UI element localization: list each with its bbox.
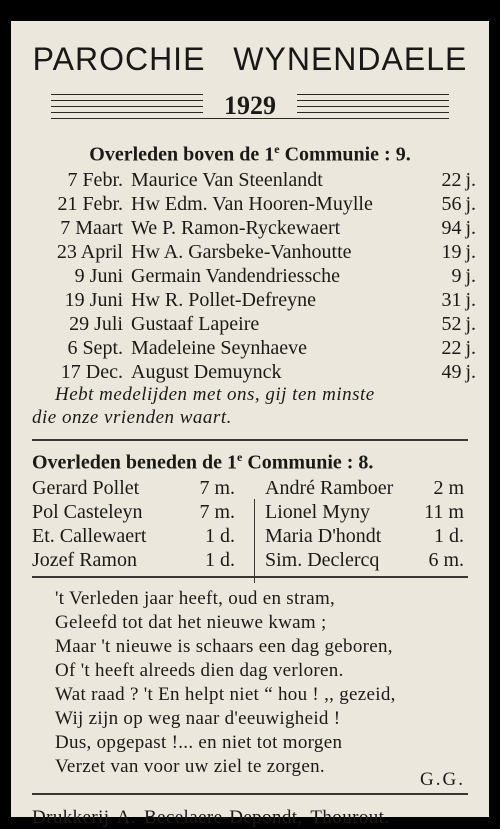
parish-title: PAROCHIE WYNENDAELE bbox=[32, 41, 468, 77]
death-row: 7 Maart We P. Ramon-Ryckewaert 94 j. bbox=[60, 217, 476, 239]
poem-line: Wij zijn op weg naar d'eeuwigheid ! bbox=[55, 708, 341, 729]
heading-above-communion: Overleden boven de 1e Communie : 9. bbox=[89, 142, 411, 166]
heading-below-communion: Overleden beneden de 1e Communie : 8. bbox=[32, 450, 374, 474]
poem-line: Geleefd tot dat het nieuwe kwam ; bbox=[55, 612, 327, 633]
death-row: 7 Febr. Maurice Van Steenlandt 22 j. bbox=[67, 169, 476, 191]
signature: G.G. bbox=[420, 769, 465, 790]
poem-line: Wat raad ? 't En helpt niet “ hou ! ,, gezeid, bbox=[55, 684, 396, 705]
year-rule bbox=[51, 100, 203, 101]
year-rule bbox=[297, 100, 449, 101]
death-row: 17 Dec. August Demuynck 49 j. bbox=[60, 361, 476, 383]
poem-line: 't Verleden jaar heeft, oud en stram, bbox=[55, 588, 336, 609]
column-divider bbox=[254, 499, 255, 583]
poem-line: Of 't heeft alreeds dien dag verloren. bbox=[55, 660, 344, 681]
year-rule bbox=[297, 94, 449, 95]
section-divider bbox=[32, 576, 468, 578]
printer-credit: Drukkerij A. Becelaere-Depondt, Thourout. bbox=[32, 807, 390, 828]
year-rule bbox=[297, 106, 449, 107]
poem-line: Verzet van voor uw ziel te zorgen. bbox=[55, 756, 325, 777]
death-row: 29 Juli Gustaaf Lapeire 52 j. bbox=[69, 313, 476, 335]
year-rule bbox=[51, 112, 203, 113]
child-entry: Et. Callewaert 1 d. bbox=[32, 525, 235, 547]
death-row: 19 Juni Hw R. Pollet-Defreyne 31 j. bbox=[64, 289, 476, 311]
memorial-card bbox=[11, 21, 489, 828]
child-entry: Maria D'hondt 1 d. bbox=[265, 525, 464, 547]
child-entry: Gerard Pollet 7 m. bbox=[32, 477, 235, 499]
section-divider bbox=[32, 439, 468, 441]
death-row: 23 April Hw A. Garsbeke-Vanhoutte 19 j. bbox=[56, 241, 476, 263]
year-rule bbox=[51, 94, 203, 95]
year-rule bbox=[297, 112, 449, 113]
child-entry: Sim. Declercq 6 m. bbox=[265, 549, 464, 571]
child-entry: Lionel Myny 11 m bbox=[265, 501, 464, 523]
poem-line: Dus, opgepast !... en niet tot morgen bbox=[55, 732, 343, 753]
prayer-line: Hebt medelijden met ons, gij ten minste bbox=[55, 384, 375, 405]
year-band bbox=[51, 89, 449, 123]
child-entry: Jozef Ramon 1 d. bbox=[32, 549, 235, 571]
poem-line: Maar 't nieuwe is schaars een dag geboren, bbox=[55, 636, 393, 657]
year-rule bbox=[51, 106, 203, 107]
death-row: 9 Juni Germain Vandendriessche 9 j. bbox=[74, 265, 476, 287]
child-entry: André Ramboer 2 m bbox=[265, 477, 464, 499]
footer-divider bbox=[32, 793, 468, 795]
death-row: 21 Febr. Hw Edm. Van Hooren-Muylle 56 j. bbox=[57, 193, 476, 215]
death-row: 6 Sept. Madeleine Seynhaeve 22 j. bbox=[67, 337, 476, 359]
child-entry: Pol Casteleyn 7 m. bbox=[32, 501, 235, 523]
prayer-line: die onze vrienden waart. bbox=[32, 407, 232, 428]
year: 1929 bbox=[224, 91, 276, 120]
